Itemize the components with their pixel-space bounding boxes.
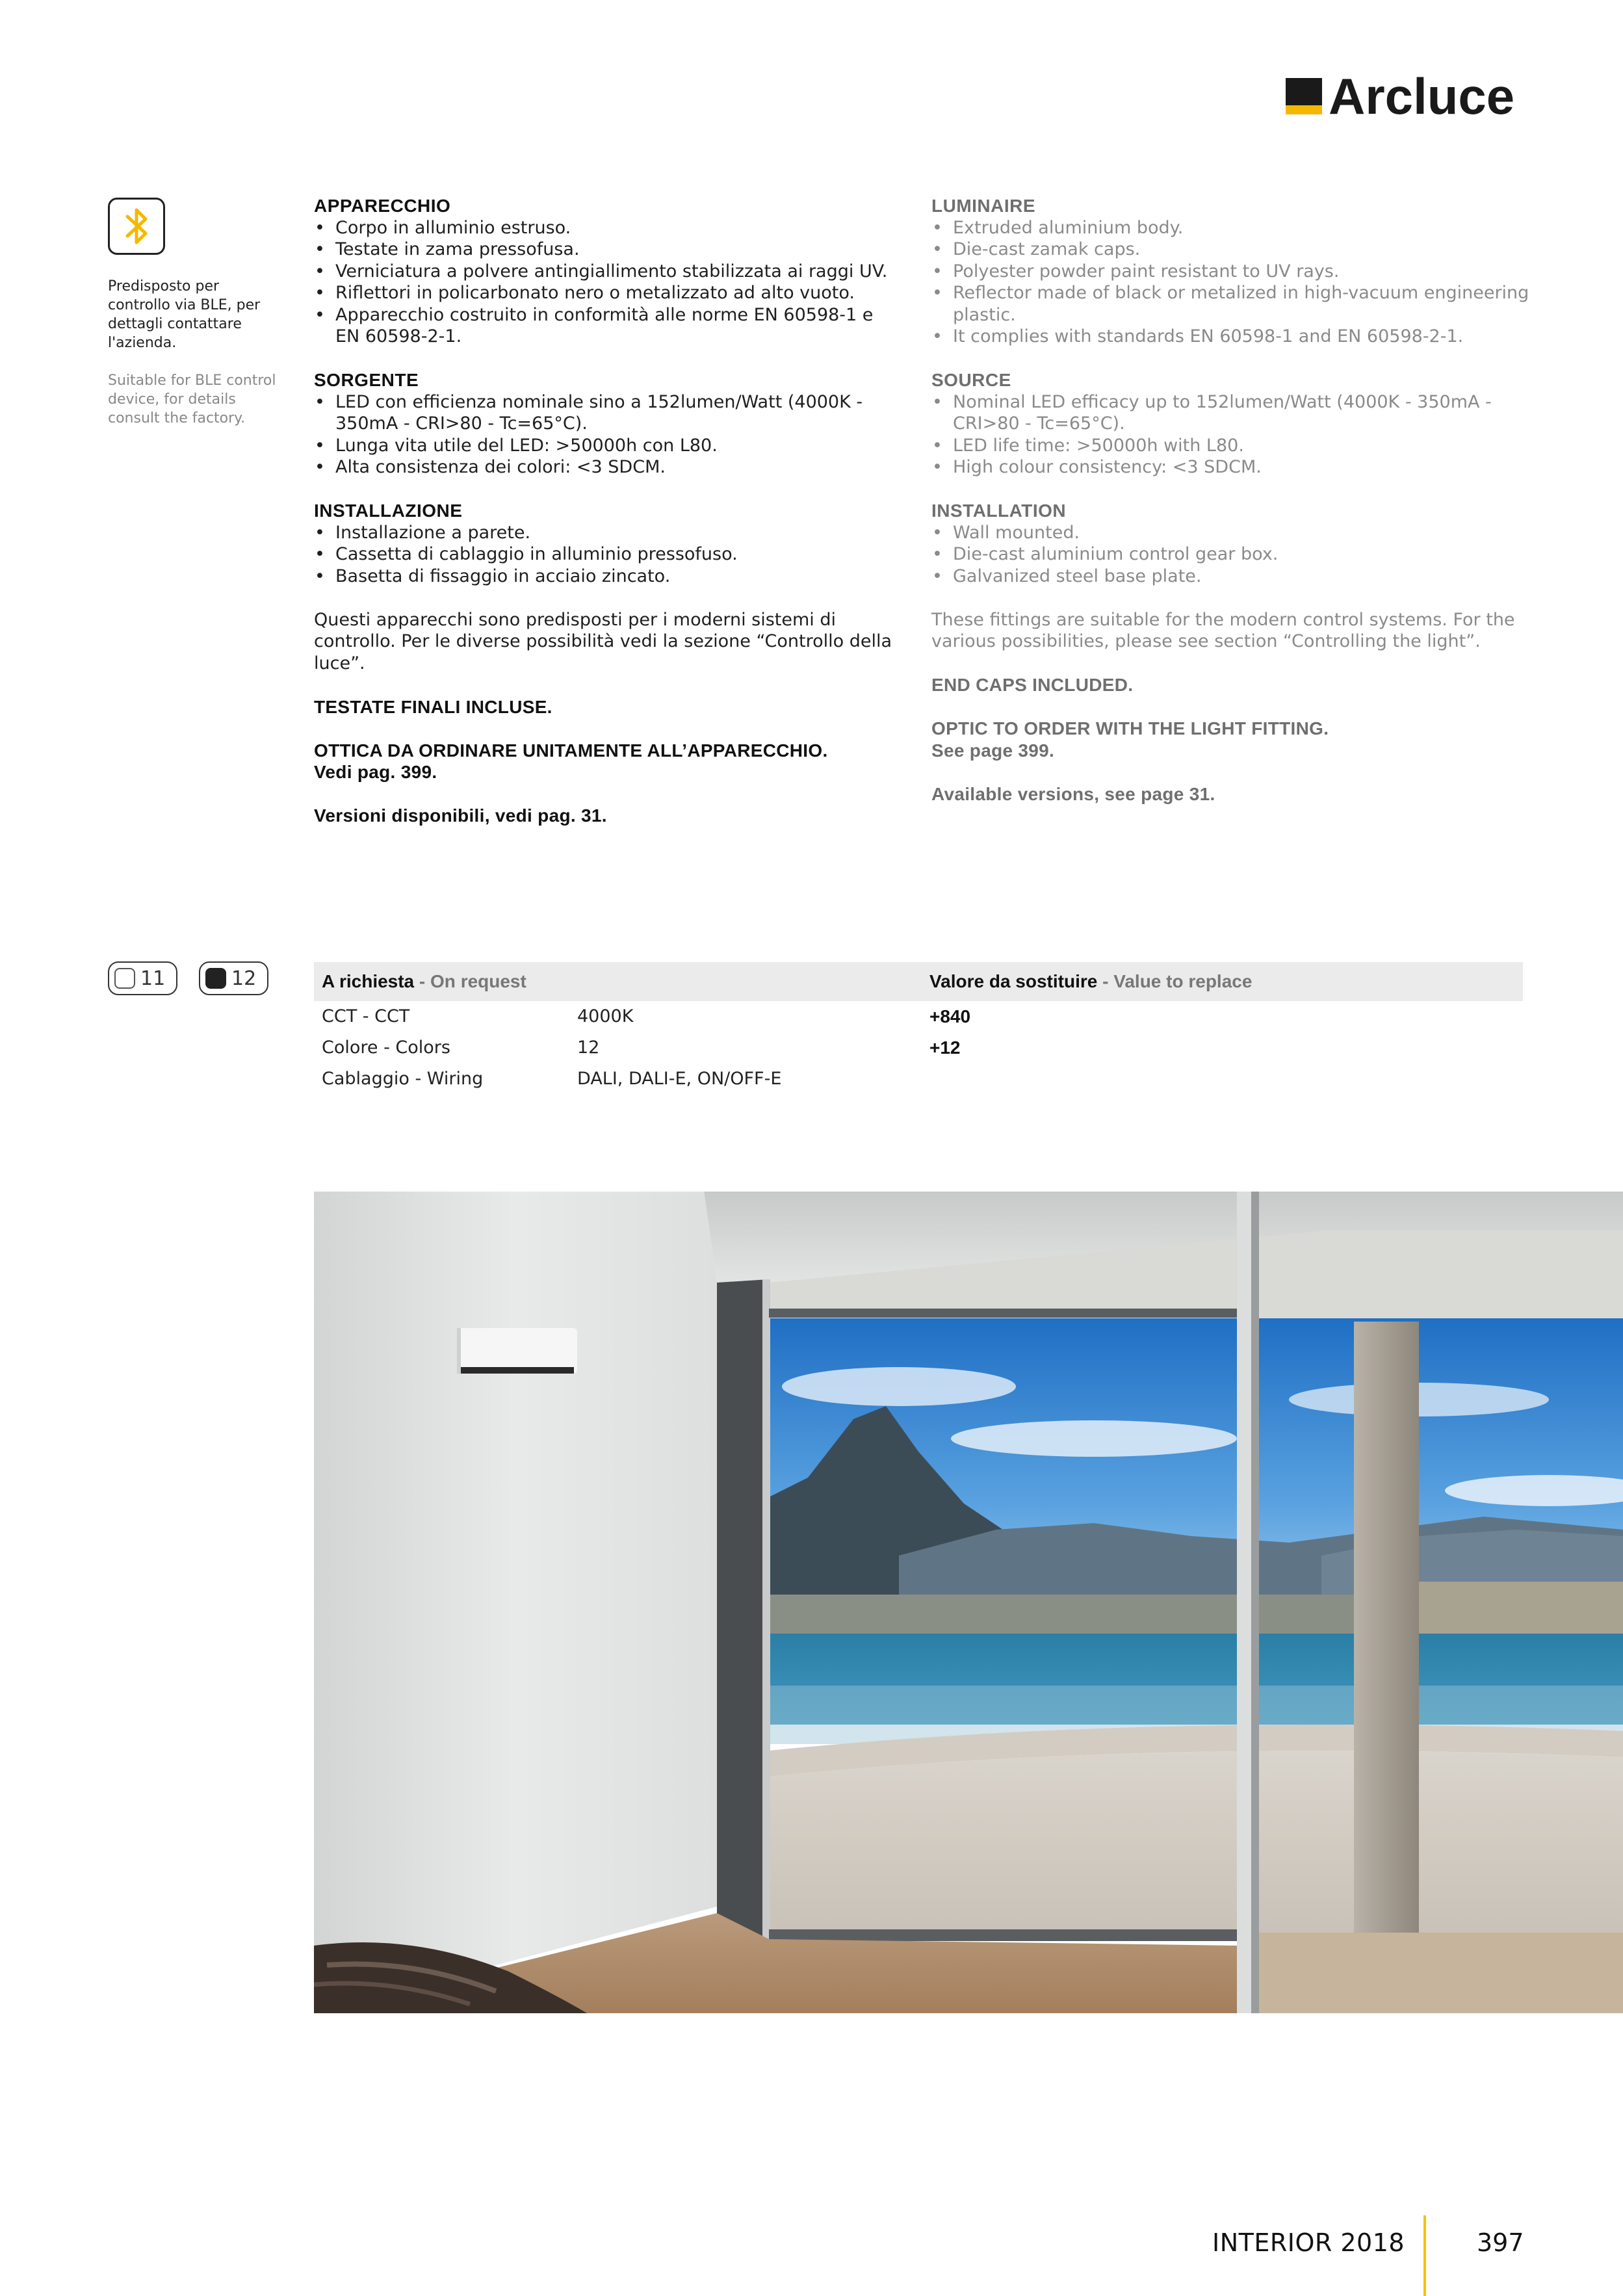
optic-note (931, 718, 1529, 761)
header-value-to-replace (929, 962, 1252, 1001)
optic-note-line: OPTIC TO ORDER WITH THE LIGHT FITTING. (931, 718, 1329, 738)
list-item: • Corpo in alluminio estruso. (314, 217, 899, 239)
row-value: 12 (577, 1037, 600, 1058)
table-row (314, 1063, 1523, 1094)
color-chip-11 (108, 961, 177, 995)
end-caps-note: END CAPS INCLUDED. (931, 675, 1134, 695)
section-luminaire (931, 195, 1529, 348)
list-item: • Polyester powder paint resistant to UV rays. (931, 261, 1529, 283)
versions-note: Versioni disponibili, vedi pag. 31. (314, 805, 607, 826)
header-on-request (322, 962, 526, 1001)
list-item: • LED life time: >50000h with L80. (931, 435, 1529, 457)
page-number: 397 (1477, 2228, 1524, 2257)
section-title: SOURCE (931, 370, 1011, 390)
section-installazione (314, 500, 899, 587)
table-row (314, 1032, 1523, 1063)
black-swatch-icon (205, 968, 226, 989)
section-title: INSTALLATION (931, 501, 1067, 521)
optic-page-ref: See page 399. (931, 740, 1055, 761)
row-replace: +840 (929, 1006, 971, 1026)
header-label-en: - Value to replace (1102, 971, 1253, 991)
control-paragraph: Questi apparecchi sono predisposti per i moderni sistemi di controllo. Per le diverse possibilità vedi la sezione “Controllo della luce”. (314, 609, 892, 673)
spec-column-it (314, 195, 899, 848)
color-code: 12 (231, 967, 257, 990)
color-code: 11 (140, 967, 166, 990)
list-item: • High colour consistency: <3 SDCM. (931, 456, 1529, 478)
section-title: INSTALLAZIONE (314, 501, 463, 521)
row-label: Cablaggio - Wiring (322, 1069, 484, 1089)
row-replace: +12 (929, 1037, 961, 1058)
optic-note-line: OTTICA DA ORDINARE UNITAMENTE ALL’APPARECCHIO. (314, 740, 828, 761)
section-sorgente (314, 369, 899, 478)
row-value: 4000K (577, 1006, 634, 1026)
brand-logo (1286, 68, 1515, 125)
section-title: SORGENTE (314, 370, 419, 390)
list-item: • Reflector made of black or metalized in high-vacuum engineering plastic. (931, 282, 1529, 326)
list-item: • Cassetta di cablaggio in alluminio pressofuso. (314, 543, 899, 566)
footer-divider (1423, 2215, 1426, 2296)
versions-note: Available versions, see page 31. (931, 783, 1215, 804)
end-caps-note: TESTATE FINALI INCLUSE. (314, 696, 552, 717)
list-item: • Lunga vita utile del LED: >50000h con L80. (314, 435, 899, 457)
list-item: • It complies with standards EN 60598-1 and EN 60598-2-1. (931, 326, 1529, 348)
list-item: • Verniciatura a polvere antingiallimento stabilizzata ai raggi UV. (314, 261, 899, 283)
section-source (931, 369, 1529, 478)
header-label-it: Valore da sostituire (929, 971, 1098, 991)
optic-note (314, 740, 899, 783)
list-item: • Extruded aluminium body. (931, 217, 1529, 239)
logo-mark-icon (1286, 78, 1322, 114)
list-item: • Installazione a parete. (314, 522, 899, 544)
row-label: CCT - CCT (322, 1006, 410, 1026)
color-chip-12 (199, 961, 268, 995)
row-label: Colore - Colors (322, 1037, 450, 1058)
list-item: • LED con efficienza nominale sino a 152lumen/Watt (4000K - 350mA - CRI>80 - Tc=65°C). (314, 391, 899, 435)
list-item: • Apparecchio costruito in conformità alle norme EN 60598-1 e EN 60598-2-1. (314, 304, 899, 348)
spec-column-en (931, 195, 1529, 827)
list-item: • Galvanized steel base plate. (931, 566, 1529, 588)
list-item: • Testate in zama pressofusa. (314, 239, 899, 261)
list-item: • Die-cast zamak caps. (931, 239, 1529, 261)
brand-name: Arcluce (1329, 68, 1515, 125)
bluetooth-icon (108, 198, 165, 255)
section-apparecchio (314, 195, 899, 348)
section-installation (931, 500, 1529, 587)
list-item: • Die-cast aluminium control gear box. (931, 543, 1529, 566)
white-swatch-icon (114, 968, 135, 989)
list-item: • Wall mounted. (931, 522, 1529, 544)
interior-photo (314, 1192, 1623, 2013)
row-value: DALI, DALI-E, ON/OFF-E (577, 1069, 782, 1089)
list-item: • Nominal LED efficacy up to 152lumen/Watt (4000K - 350mA - CRI>80 - Tc=65°C). (931, 391, 1529, 435)
optic-page-ref: Vedi pag. 399. (314, 762, 437, 782)
list-item: • Riflettori in policarbonato nero o metalizzato ad alto vuoto. (314, 282, 899, 304)
header-label-it: A richiesta (322, 971, 415, 991)
list-item: • Alta consistenza dei colori: <3 SDCM. (314, 456, 899, 478)
table-row (314, 1001, 1523, 1032)
section-title: LUMINAIRE (931, 196, 1036, 216)
ble-note-it: Predisposto per controllo via BLE, per dettagli contattare l'azienda. (108, 278, 261, 351)
section-title: APPARECCHIO (314, 196, 451, 216)
list-item: • Basetta di fissaggio in acciaio zincato. (314, 566, 899, 588)
table-header (314, 962, 1523, 1001)
header-label-en: - On request (419, 971, 526, 991)
catalog-title: INTERIOR 2018 (1212, 2228, 1405, 2257)
ble-note-en: Suitable for BLE control device, for details consult the factory. (108, 372, 276, 426)
control-paragraph: These fittings are suitable for the modern control systems. For the various possibilities, please see section “Controlling the light”. (931, 609, 1515, 651)
